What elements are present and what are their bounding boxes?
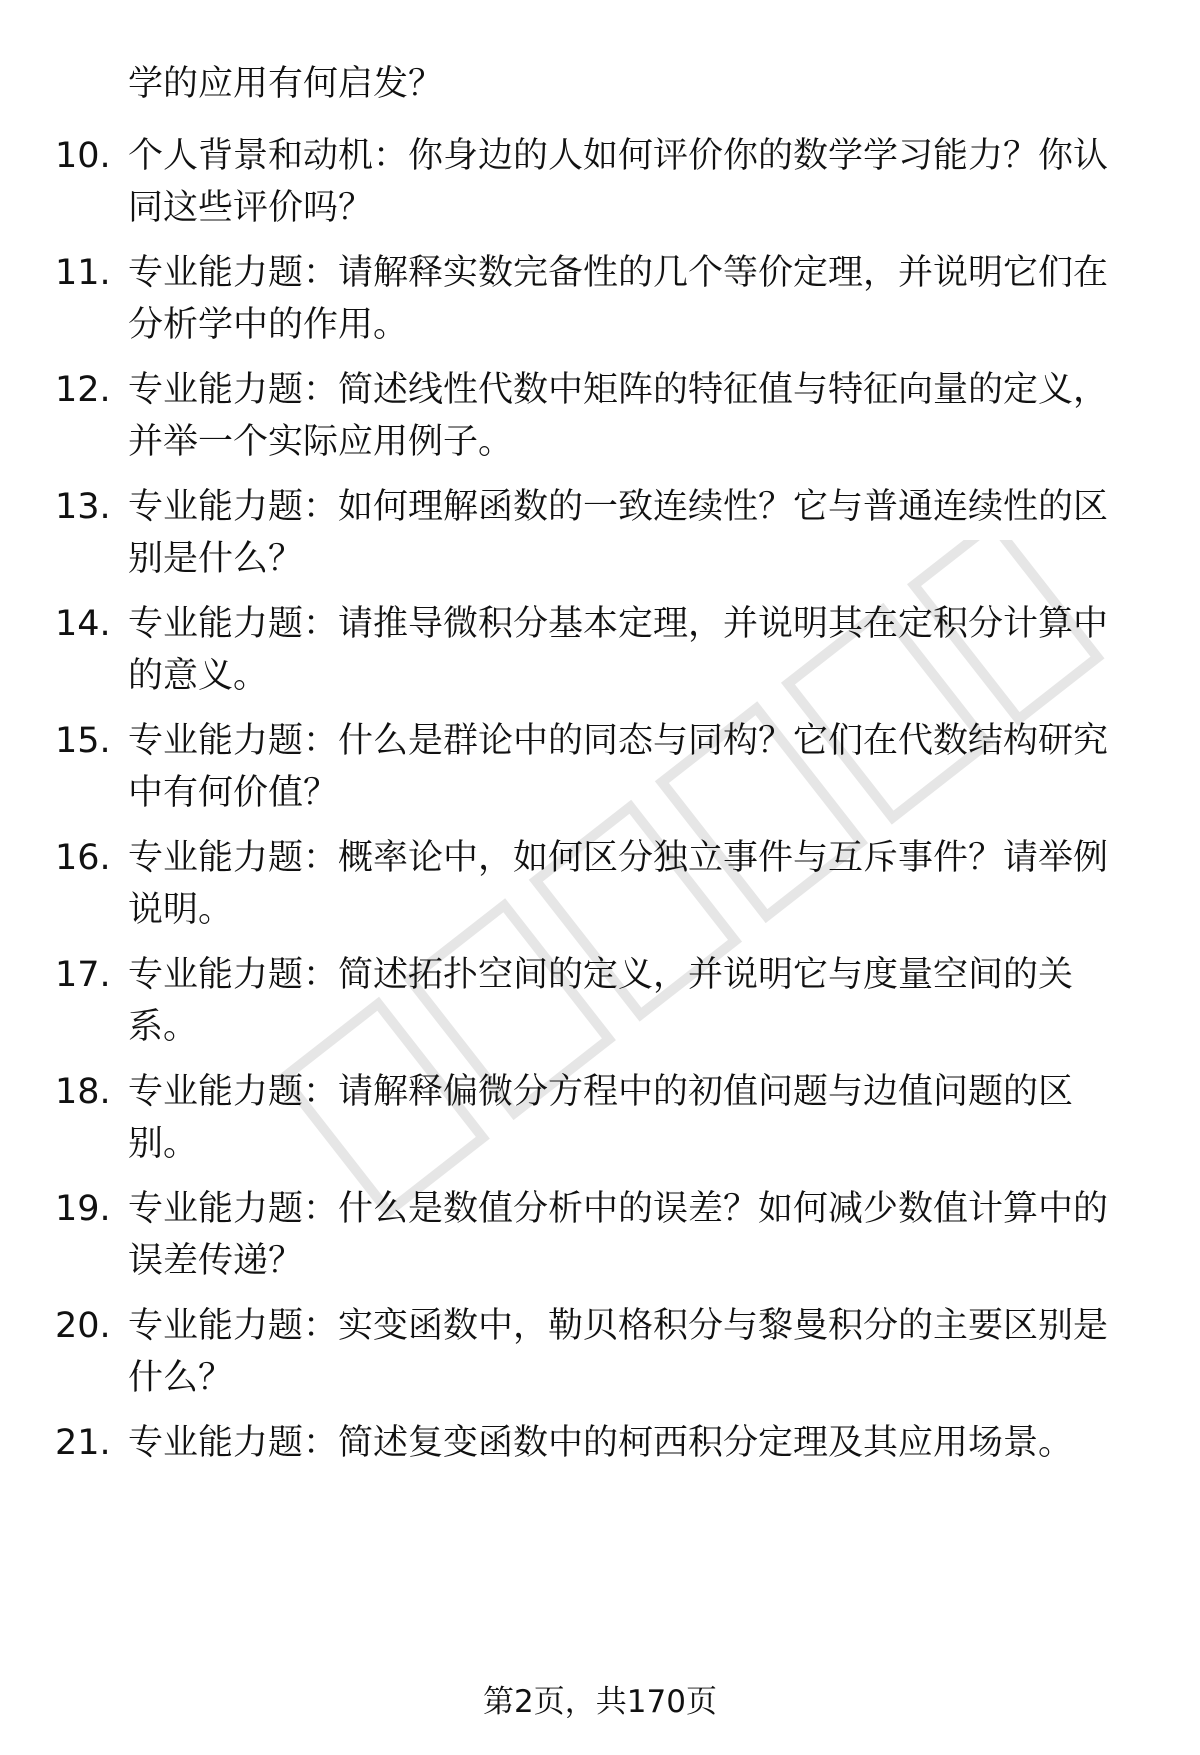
question-line-1: 个人背景和动机：你身边的人如何评价你的数学学习能力？你认 [128, 136, 1109, 176]
question-text [128, 364, 1148, 468]
question-line-1: 专业能力题：简述拓扑空间的定义，并说明它与度量空间的关 [128, 955, 1074, 995]
question-line-2: 分析学中的作用。 [128, 305, 409, 345]
question-number: 10. [55, 136, 111, 176]
question-line-2: 中有何价值？ [128, 773, 339, 813]
question-text [128, 481, 1148, 585]
question-text [128, 247, 1148, 351]
question-number: 18. [55, 1072, 111, 1112]
question-line-1: 专业能力题：如何理解函数的一致连续性？它与普通连续性的区 [128, 487, 1109, 527]
question-text [128, 1417, 1148, 1469]
page-number-footer: 第2页，共170页 [483, 1684, 717, 1720]
question-line-2: 的意义。 [128, 656, 269, 696]
question-line-2: 系。 [128, 1007, 199, 1047]
question-text [128, 832, 1148, 936]
question-text [128, 1183, 1148, 1287]
question-line-2: 什么？ [128, 1358, 234, 1398]
continued-question-text: 学的应用有何启发？ [128, 64, 444, 104]
question-line-2: 误差传递？ [128, 1241, 304, 1281]
question-line-1: 专业能力题：什么是数值分析中的误差？如何减少数值计算中的 [128, 1189, 1109, 1229]
question-text [128, 1066, 1148, 1170]
question-line-2: 别。 [128, 1124, 199, 1164]
question-line-1: 专业能力题：请解释实数完备性的几个等价定理，并说明它们在 [128, 253, 1109, 293]
question-line-2: 同这些评价吗？ [128, 188, 374, 228]
question-line-2: 并举一个实际应用例子。 [128, 422, 514, 462]
question-number: 16. [55, 838, 111, 878]
question-line-1: 专业能力题：请解释偏微分方程中的初值问题与边值问题的区 [128, 1072, 1074, 1112]
question-number: 14. [55, 604, 111, 644]
question-number: 19. [55, 1189, 111, 1229]
question-number: 20. [55, 1306, 111, 1346]
question-number: 12. [55, 370, 111, 410]
question-text [128, 949, 1148, 1053]
question-line-1: 专业能力题：请推导微积分基本定理，并说明其在定积分计算中 [128, 604, 1109, 644]
question-text [128, 598, 1148, 702]
question-number: 11. [55, 253, 111, 293]
question-line-2: 说明。 [128, 890, 234, 930]
question-line-1: 专业能力题：实变函数中，勒贝格积分与黎曼积分的主要区别是 [128, 1306, 1109, 1346]
question-number: 21. [55, 1423, 111, 1463]
question-number: 13. [55, 487, 111, 527]
question-text [128, 715, 1148, 819]
question-line-2: 别是什么？ [128, 539, 304, 579]
question-line-1: 专业能力题：什么是群论中的同态与同构？它们在代数结构研究 [128, 721, 1109, 761]
question-text [128, 130, 1148, 234]
question-line-1: 专业能力题：简述线性代数中矩阵的特征值与特征向量的定义， [128, 370, 1109, 410]
question-line-1: 专业能力题：概率论中，如何区分独立事件与互斥事件？请举例 [128, 838, 1109, 878]
question-number: 17. [55, 955, 111, 995]
question-line-1: 专业能力题：简述复变函数中的柯西积分定理及其应用场景。 [128, 1423, 1074, 1463]
question-number: 15. [55, 721, 111, 761]
question-text [128, 1300, 1148, 1404]
